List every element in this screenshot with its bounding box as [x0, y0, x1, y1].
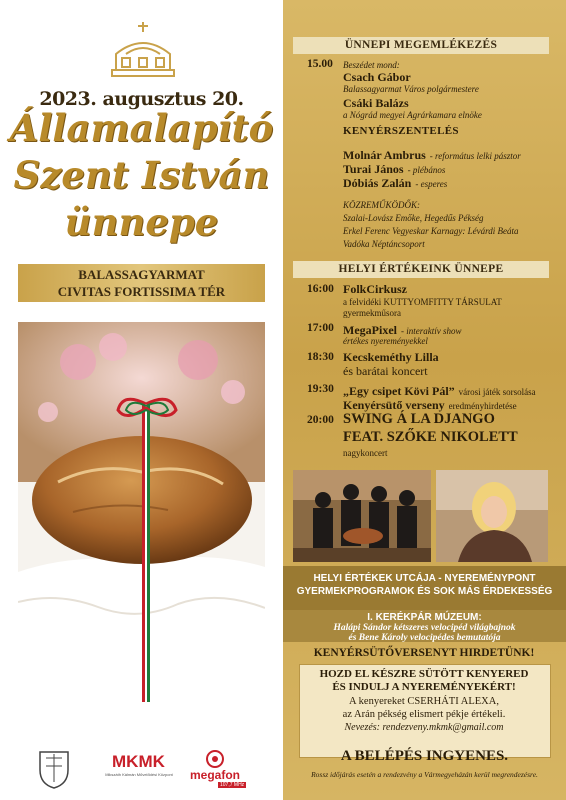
event-3-name: Kecskeméthy Lilla [343, 350, 439, 364]
contributors-line-3: Vadóka Néptáncsoport [343, 239, 425, 249]
speaker-2-role: a Nógrád megyei Agrárkamara elnöke [343, 110, 482, 120]
megafon-icon [200, 746, 230, 768]
holy-crown-icon [108, 18, 178, 80]
contest-email[interactable]: Nevezés: rendezveny.mkmk@gmail.com [344, 722, 504, 733]
megafon-frequency: 107,7 MHz [220, 782, 245, 788]
title-line-3: ünnepe [64, 200, 219, 244]
event-3-time: 18:30 [307, 351, 334, 363]
singer-photo [436, 470, 548, 562]
priest-3: Dóbiás Zalán - esperes [343, 176, 448, 190]
contributors-title: KÖZREMŰKÖDŐK: [343, 200, 421, 210]
contest-line-3: A kenyereket CSERHÁTI ALEXA, [349, 696, 499, 707]
contributors-line-1: Szalai-Lovász Emőke, Hegedűs Pékség [343, 213, 484, 223]
museum-title: I. KERÉKPÁR MÚZEUM: [367, 612, 482, 623]
priest-1: Molnár Ambrus - református lelki pásztor [343, 148, 521, 162]
contest-line-1: HOZD EL KÉSZRE SÜTÖTT KENYERED [319, 668, 529, 680]
speaker-2-name: Csáki Balázs [343, 96, 409, 110]
event-5-name-1: SWING Á LA DJANGO [343, 411, 495, 427]
bicycle-museum-band [283, 610, 566, 642]
venue-square: CIVITAS FORTISSIMA TÉR [57, 284, 226, 299]
features-line-2: GYERMEKPROGRAMOK ÉS SOK MÁS ÉRDEKESSÉG [296, 586, 553, 597]
section-ceremony-header: ÜNNEPI MEGEMLÉKEZÉS [293, 37, 549, 54]
event-5-name-2: FEAT. SZŐKE NIKOLETT [343, 429, 518, 445]
event-3-desc: és barátai koncert [343, 364, 428, 378]
band-photo [293, 470, 431, 562]
venue-banner [18, 264, 265, 302]
museum-line-2: és Bene Károly velocipédes bemutatója [348, 633, 501, 643]
priest-2: Turai János - plébános [343, 162, 446, 176]
contest-title: KENYÉRSÜTŐVERSENYT HIRDETÜNK! [313, 647, 535, 659]
features-line-1: HELYI ÉRTÉKEK UTCÁJA - NYEREMÉNYPONT [313, 573, 536, 584]
event-4-contest: Kenyérsütő verseny eredményhirdetése [343, 398, 517, 412]
venue-city: BALASSAGYARMAT [78, 267, 205, 282]
event-2-time: 17:00 [307, 322, 334, 334]
event-1-desc-1: a felvidéki KUTTYOMFITTY TÁRSULAT [343, 297, 502, 307]
ceremony-speech-intro: Beszédet mond: [343, 60, 400, 70]
contest-line-2: ÉS INDULJ A NYEREMÉNYEKÉRT! [332, 681, 516, 693]
weather-note: Rossz időjárás esetén a rendezvény a Vármegyeházán kerül megrendezésre. [311, 770, 538, 779]
bread-photo [18, 322, 265, 740]
mkmk-subtitle: Mikszáth Kálmán Művelődési Központ [105, 772, 173, 777]
mkmk-logo: MKMK [112, 752, 165, 771]
blessing-subheader: KENYÉRSZENTELÉS [343, 125, 459, 137]
event-5-time: 20:00 [307, 414, 334, 426]
event-4-time: 19:30 [307, 383, 334, 395]
section-local-values-header: HELYI ÉRTÉKEINK ÜNNEPE [293, 261, 549, 278]
event-1-desc-2: gyermekműsora [343, 308, 401, 318]
contributors-line-2: Erkel Ferenc Vegyeskar Karnagy: Lévárdi Beáta [343, 226, 519, 236]
event-1-name: FolkCirkusz [343, 282, 408, 296]
event-2-desc: értékes nyereményekkel [343, 336, 428, 346]
event-4-title: „Egy csipet Kövi Pál” városi játék sorsolása [343, 384, 536, 398]
sponsor-logos [0, 740, 283, 800]
speaker-1-role: Balassagyarmat Város polgármestere [343, 84, 479, 94]
features-band [283, 566, 566, 610]
museum-line-1: Halápi Sándor kétszeres velocipéd világbajnok [333, 623, 516, 633]
megafon-logo: megafon [190, 768, 241, 782]
event-2-title: MegaPixel - interaktív show [343, 323, 462, 337]
event-5-desc: nagykoncert [343, 448, 388, 458]
event-1-time: 16:00 [307, 283, 334, 295]
speaker-1-name: Csach Gábor [343, 70, 411, 84]
title-line-2: Szent István [13, 153, 270, 197]
title-line-1: Államalapító [9, 106, 274, 150]
free-entry: A BELÉPÉS INGYENES. [340, 748, 509, 764]
bread-illustration [18, 322, 265, 740]
contest-line-4: az Arán pékség elismert pékje értékeli. [342, 709, 506, 720]
ceremony-time: 15.00 [307, 58, 333, 70]
city-coat-of-arms-icon [34, 746, 74, 790]
event-date: 2023. augusztus 20. [39, 88, 244, 110]
